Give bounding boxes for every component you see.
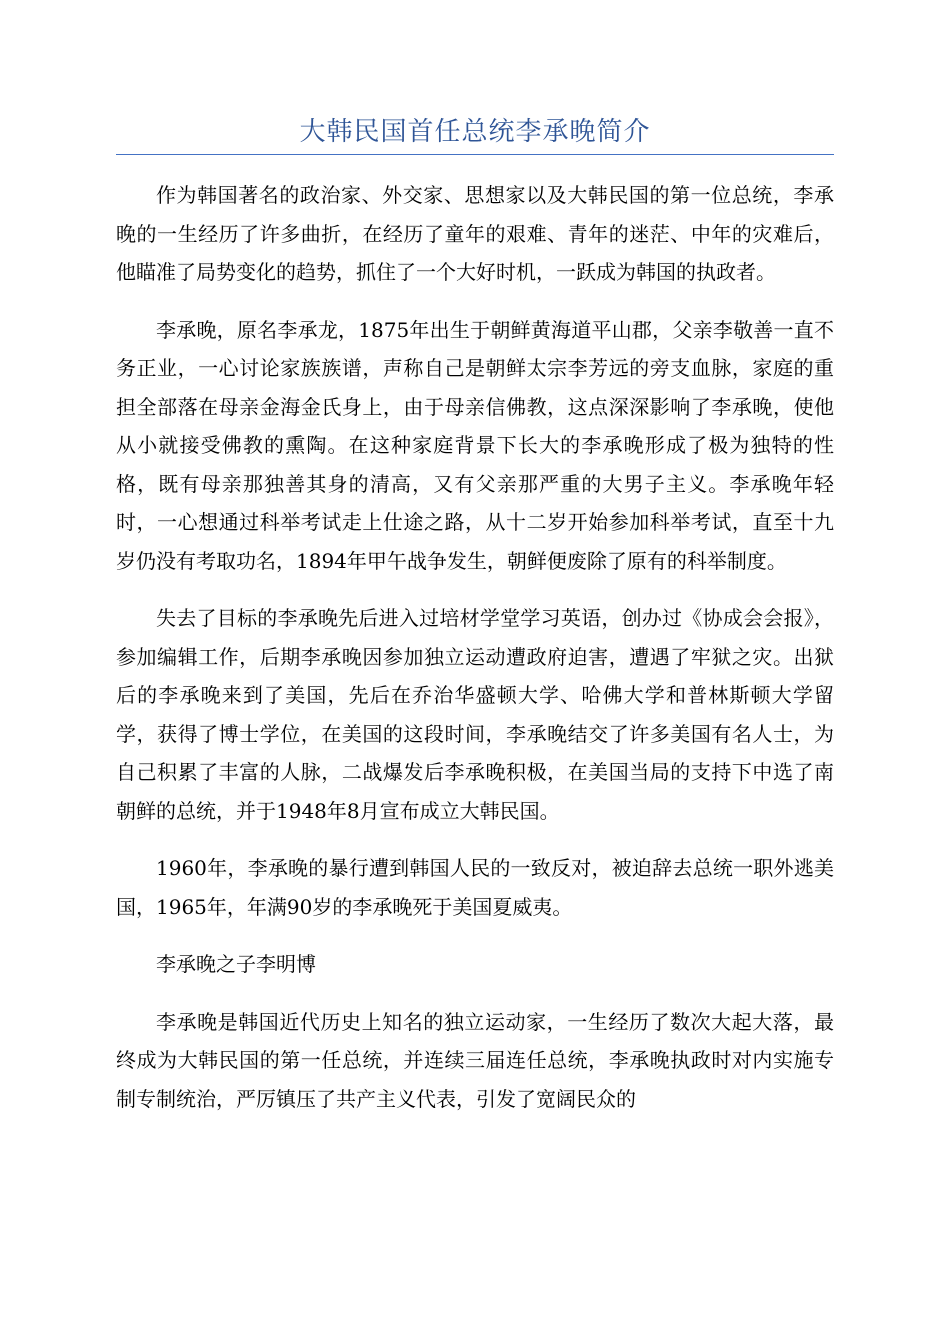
paragraph-exile: 1960年，李承晚的暴行遭到韩国人民的一致反对，被迫辞去总统一职外逃美国，1965年，年满90岁的李承晚死于美国夏威夷。 [116,856,834,919]
paragraph-legacy: 李承晚是韩国近代历史上知名的独立运动家，一生经历了数次大起大落，最终成为大韩民国的第一任总统，并连续三届连任总统，李承晚执政时对内实施专制专制统治，严厉镇压了共产主义代表，引发了宽阔民众的 [116,1009,834,1111]
document-title: 大韩民国首任总统李承晚简介 [299,117,651,147]
paragraph-study-abroad: 失去了目标的李承晚先后进入过培材学堂学习英语，创办过《协成会会报》，参加编辑工作，后期李承晚因参加独立运动遭政府迫害，遭遇了牢狱之灾。出狱后的李承晚来到了美国，先后在乔治华盛顿大学、哈佛大学和普林斯顿大学留学，获得了博士学位，在美国的这段时间，李承晚结交了许多美国有名人士，为自己积累了丰富的人脉，二战爆发后李承晚积极，在美国当局的支持下中选了南朝鲜的总统，并于1948年8月宣布成立大韩民国。 [116,606,834,823]
paragraph-early-life: 李承晚，原名李承龙，1875年出生于朝鲜黄海道平山郡，父亲李敬善一直不务正业，一心讨论家族族谱，声称自己是朝鲜太宗李芳远的旁支血脉，家庭的重担全部落在母亲金海金氏身上，由于母亲信佛教，这点深深影响了李承晚，使他从小就接受佛教的熏陶。在这种家庭背景下长大的李承晚形成了极为独特的性格，既有母亲那独善其身的清高，又有父亲那严重的大男子主义。李承晚年轻时，一心想通过科举考试走上仕途之路，从十二岁开始参加科举考试，直至十九岁仍没有考取功名，1894年甲午战争发生，朝鲜便废除了原有的科举制度。 [116,317,834,573]
section-heading: 李承晚之子李明博 [156,952,316,976]
document-body [116,176,834,1137]
title-underline [116,154,834,155]
paragraph-intro: 作为韩国著名的政治家、外交家、思想家以及大韩民国的第一位总统，李承晚的一生经历了许多曲折，在经历了童年的艰难、青年的迷茫、中年的灾难后，他瞄准了局势变化的趋势，抓住了一个大好时机，一跃成为韩国的执政者。 [116,183,834,284]
